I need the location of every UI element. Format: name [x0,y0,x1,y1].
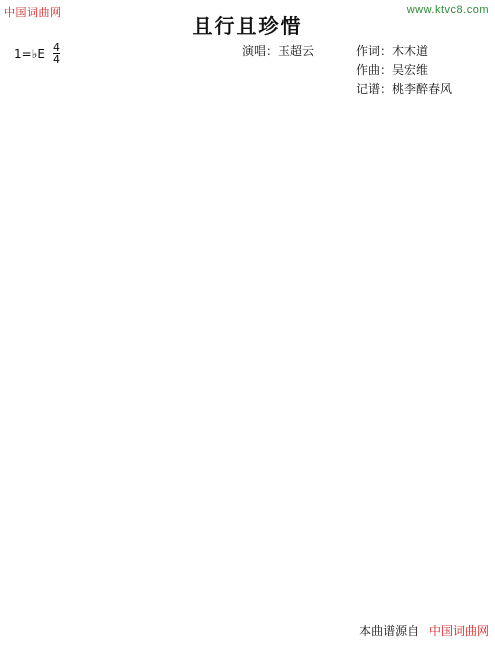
composer: 作曲：吴宏维 [356,63,429,77]
source-footer [359,622,489,639]
source-brand[interactable]: 中国词曲网 [428,624,489,638]
source-label: 本曲谱源自 [359,624,420,638]
site-url[interactable]: www.ktvc8.com [406,4,489,16]
time-signature [53,42,60,65]
transcriber: 记谱：桃李醉春风 [356,82,453,96]
credits [356,42,452,99]
key-and-meter [14,42,60,65]
key-signature: 1=♭E [14,46,45,61]
lyricist: 作词：木木道 [356,44,429,58]
time-signature-bottom: 4 [52,53,60,66]
song-title: 且行且珍惜 [192,14,303,38]
singer: 演唱：玉超云 [242,44,315,58]
time-signature-top: 4 [52,41,60,54]
site-logo[interactable]: 中国词曲网 [4,6,62,19]
